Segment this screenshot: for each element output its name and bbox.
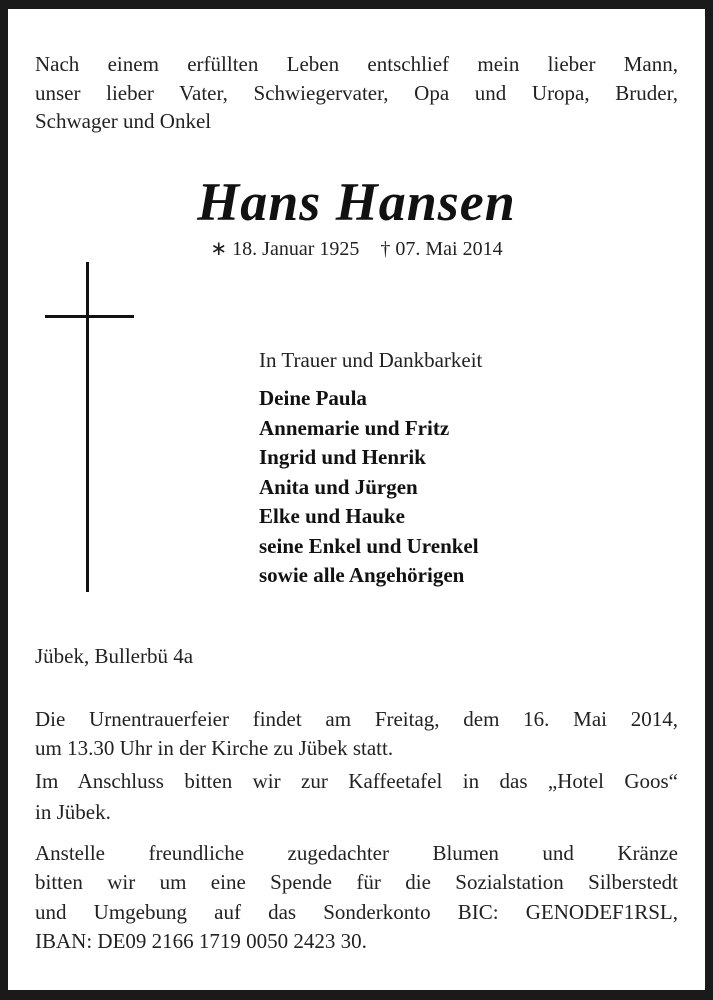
cross-icon [86, 262, 89, 592]
donation-line: bitten wir um eine Spende für die Sozialstation Silberstedt [35, 870, 678, 894]
mourner: seine Enkel und Urenkel [259, 534, 479, 558]
address: Jübek, Bullerbü 4a [35, 644, 194, 668]
mourner: Ingrid und Henrik [259, 445, 426, 469]
intro-line: unser lieber Vater, Schwiegervater, Opa und Uropa, Bruder, [35, 81, 678, 105]
intro-line: Nach einem erfüllten Leben entschlief mein lieber Mann, [35, 52, 678, 76]
reception-line: Im Anschluss bitten wir zur Kaffeetafel in das „Hotel Goos“ [35, 769, 678, 793]
donation-line: IBAN: DE09 2166 1719 0050 2423 30. [35, 929, 367, 953]
mourner: Elke und Hauke [259, 504, 405, 528]
death-date: † 07. Mai 2014 [380, 238, 503, 260]
life-dates [8, 236, 705, 261]
birth-date: ∗ 18. Januar 1925 [210, 238, 360, 260]
mourner: Annemarie und Fritz [259, 416, 450, 440]
ceremony-line: um 13.30 Uhr in der Kirche zu Jübek statt. [35, 736, 394, 760]
mourner: Anita und Jürgen [259, 475, 418, 499]
deceased-name: Hans Hansen [197, 172, 516, 232]
ceremony-line: Die Urnentrauerfeier findet am Freitag, dem 16. Mai 2014, [35, 707, 678, 731]
mourner: Deine Paula [259, 386, 367, 410]
cross-icon-bar [45, 315, 134, 318]
mourners-intro: In Trauer und Dankbarkeit [259, 348, 483, 372]
mourner: sowie alle Angehörigen [259, 563, 465, 587]
donation-line: Anstelle freundliche zugedachter Blumen und Kränze [35, 841, 678, 865]
intro-line: Schwager und Onkel [35, 109, 212, 133]
reception-line: in Jübek. [35, 800, 111, 824]
donation-line: und Umgebung auf das Sonderkonto BIC: GENODEF1RSL, [35, 900, 678, 924]
obituary-notice [8, 9, 705, 990]
